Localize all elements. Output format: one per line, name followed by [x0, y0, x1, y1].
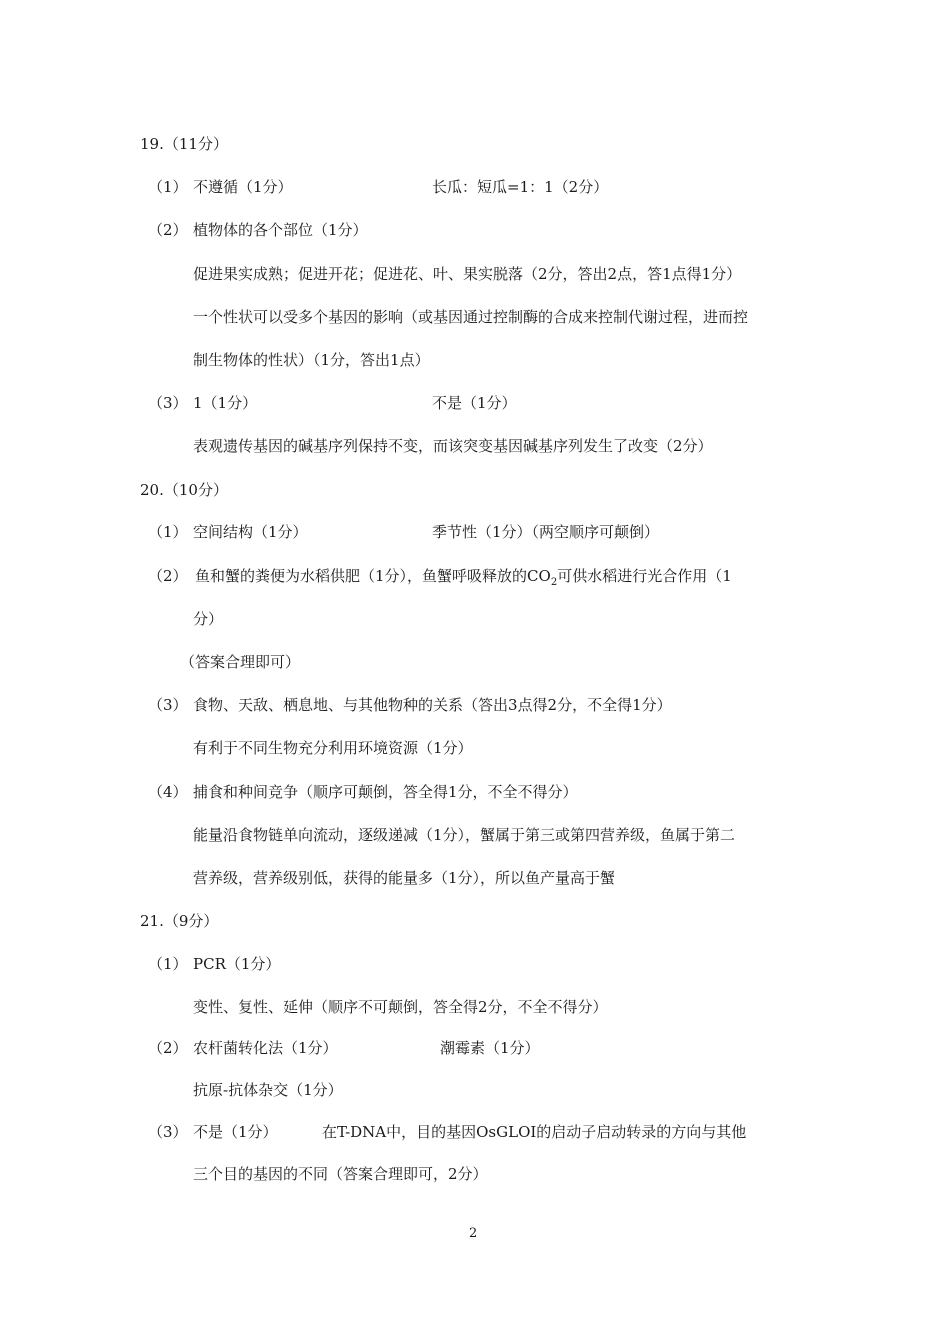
- q19-part1-number: （1）: [148, 178, 188, 196]
- q19-heading: 19.（11分）: [140, 135, 228, 153]
- q19-part3-number: （3）: [148, 394, 188, 412]
- q20-part1-answer-b: 季节性（1分）（两空顺序可颠倒）: [432, 523, 660, 541]
- q20-part3-answer: 食物、天敌、栖息地、与其他物种的关系（答出3点得2分，不全得1分）: [193, 696, 672, 714]
- q20-part3-line2: 有利于不同生物充分利用环境资源（1分）: [193, 739, 473, 757]
- q20-part4-line2: 能量沿食物链单向流动，逐级递减（1分），蟹属于第三或第四营养级，鱼属于第二: [193, 826, 736, 844]
- q21-heading: 21.（9分）: [140, 912, 219, 930]
- q20-part2-number: （2）: [148, 567, 188, 585]
- q19-part1-answer-a: 不遵循（1分）: [193, 178, 293, 196]
- q21-part3-answer-a: 不是（1分）: [193, 1123, 278, 1141]
- q20-part2-answer: 鱼和蟹的粪便为水稻供肥（1分），鱼蟹呼吸释放的$CO_2$可供水稻进行光合作用（1: [195, 567, 732, 588]
- q19-part3-answer-b: 不是（1分）: [432, 394, 517, 412]
- q21-part1-line2: 变性、复性、延伸（顺序不可颠倒，答全得2分，不全不得分）: [193, 998, 608, 1016]
- page-number: 2: [469, 1226, 478, 1241]
- q20-part1-answer-a: 空间结构（1分）: [193, 523, 308, 541]
- q21-part3-number: （3）: [148, 1123, 188, 1141]
- q21-part2-line2: 抗原-抗体杂交（1分）: [193, 1081, 343, 1099]
- q19-part2-line4: 制生物体的性状）（1分，答出1点）: [193, 351, 430, 369]
- q20-part4-answer: 捕食和种间竞争（顺序可颠倒，答全得1分，不全不得分）: [193, 783, 578, 801]
- q20-part1-number: （1）: [148, 523, 188, 541]
- q21-part2-answer-b: 潮霉素（1分）: [440, 1039, 540, 1057]
- q20-part3-number: （3）: [148, 696, 188, 714]
- q19-part2-line3: 一个性状可以受多个基因的影响（或基因通过控制酶的合成来控制代谢过程，进而控: [193, 308, 749, 326]
- q21-part3-line2: 三个目的基因的不同（答案合理即可，2分）: [193, 1165, 488, 1183]
- q19-part1: [148, 177, 188, 197]
- q19-part1-answer-b: 长瓜：短瓜=1：1（2分）: [432, 178, 609, 196]
- q20-heading: 20.（10分）: [140, 481, 228, 499]
- q21-part3-answer-b: 在T-DNA中，目的基因OsGLOⅠ的启动子启动转录的方向与其他: [322, 1123, 747, 1141]
- q20-part4-number: （4）: [148, 783, 188, 801]
- q19-part3-answer-a: 1（1分）: [193, 394, 258, 412]
- co2-subscript: 2: [550, 577, 558, 588]
- q21-part1-answer: PCR（1分）: [193, 955, 281, 973]
- q20-part2-note: （答案合理即可）: [180, 653, 301, 671]
- q21-part2-answer-a: 农杆菌转化法（1分）: [193, 1039, 338, 1057]
- q19-part2-answer: 植物体的各个部位（1分）: [193, 221, 368, 239]
- q20-part4-line3: 营养级，营养级别低，获得的能量多（1分），所以鱼产量高于蟹: [193, 869, 616, 887]
- q19-part3-line2: 表观遗传基因的碱基序列保持不变，而该突变基因碱基序列发生了改变（2分）: [193, 437, 713, 455]
- q20-part2-line2: 分）: [193, 610, 224, 628]
- q19-part2-number: （2）: [148, 221, 188, 239]
- q21-part2-number: （2）: [148, 1039, 188, 1057]
- q21-part1-number: （1）: [148, 955, 188, 973]
- q19-part2-line2: 促进果实成熟；促进开花；促进花、叶、果实脱落（2分，答出2点，答1点得1分）: [193, 265, 742, 283]
